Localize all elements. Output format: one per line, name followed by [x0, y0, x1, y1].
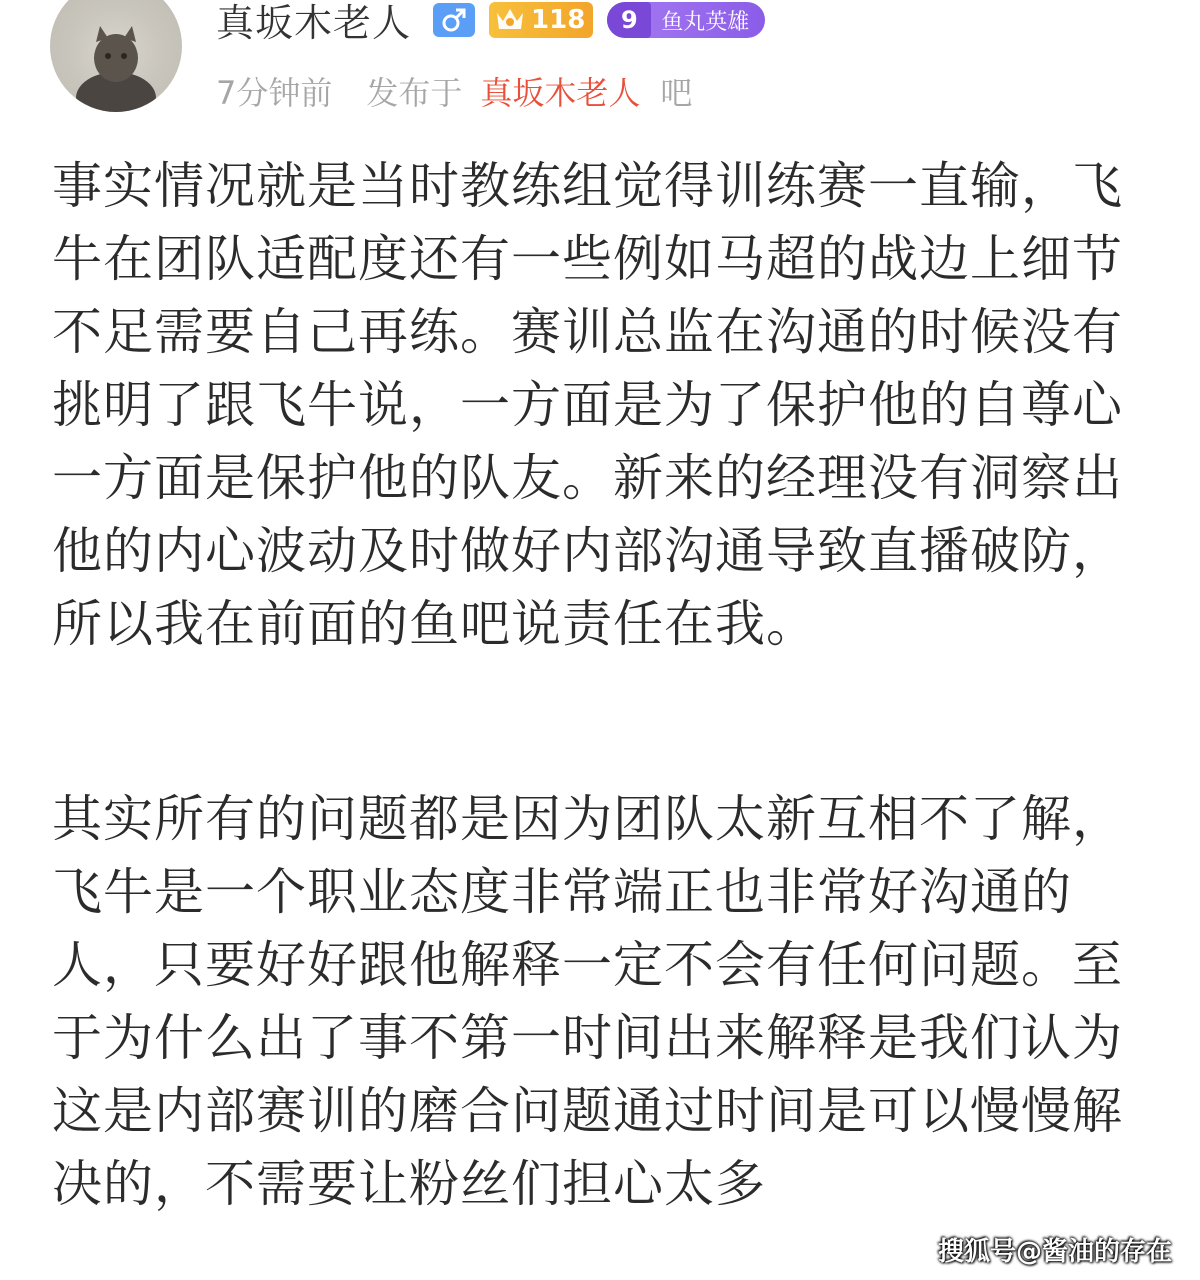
- post-meta: [216, 68, 692, 114]
- post-time: 7分钟前: [216, 74, 333, 112]
- forum-link[interactable]: 真坂木老人: [480, 74, 641, 112]
- crown-icon: [493, 5, 527, 35]
- forum-suffix: 吧: [660, 74, 693, 112]
- fan-badge-level: 9: [607, 2, 651, 38]
- user-level-value: 118: [531, 5, 586, 35]
- fan-badge[interactable]: [607, 2, 765, 38]
- post-paragraph-1: 事实情况就是当时教练组觉得训练赛一直输，飞牛在团队适配度还有一些例如马超的战边上细节不足需要自己再练。赛训总监在沟通的时候没有挑明了跟飞牛说，一方面是为了保护他的自尊心一方面是保护他的队友。新来的经理没有洞察出他的内心波动及时做好内部沟通导致直播破防，所以我在前面的鱼吧说责任在我。: [52, 157, 1123, 653]
- post-content: [52, 150, 1152, 1221]
- cat-avatar-icon: [50, 0, 182, 112]
- user-level-badge: [489, 2, 593, 38]
- avatar[interactable]: [50, 0, 182, 112]
- male-icon: [433, 3, 475, 37]
- watermark: 搜狐号@酱油的存在: [937, 1237, 1172, 1267]
- author-row: [216, 0, 765, 46]
- post-header: [0, 0, 1200, 130]
- post-paragraph-2: 其实所有的问题都是因为团队太新互相不了解，飞牛是一个职业态度非常端正也非常好沟通的人，只要好好跟他解释一定不会有任何问题。至于为什么出了事不第一时间出来解释是我们认为这是内部赛训的磨合问题通过时间是可以慢慢解决的，不需要让粉丝们担心太多: [52, 790, 1123, 1213]
- author-name[interactable]: 真坂木老人: [216, 0, 412, 45]
- published-label: 发布于: [366, 74, 463, 112]
- fan-badge-name: 鱼丸英雄: [661, 9, 750, 35]
